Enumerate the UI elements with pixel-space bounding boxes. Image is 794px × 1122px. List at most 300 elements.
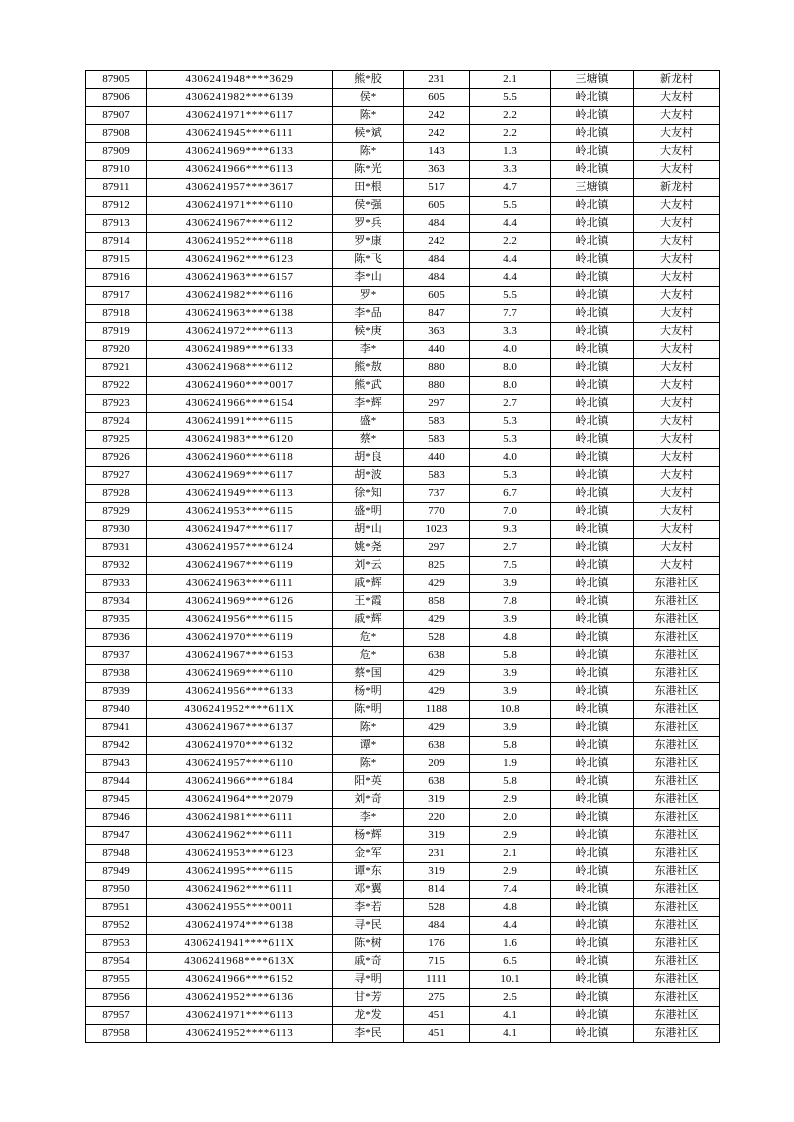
table-row	[86, 989, 720, 1007]
table-row	[86, 377, 720, 395]
cell-town: 岭北镇	[551, 791, 634, 809]
cell-rate: 2.1	[470, 845, 551, 863]
cell-amount: 638	[404, 737, 470, 755]
cell-rate: 4.4	[470, 269, 551, 287]
cell-amount: 242	[404, 107, 470, 125]
cell-village: 大友村	[634, 323, 720, 341]
cell-amount: 451	[404, 1007, 470, 1025]
cell-village: 大友村	[634, 89, 720, 107]
cell-seq: 87931	[86, 539, 147, 557]
cell-name: 候*斌	[333, 125, 404, 143]
cell-amount: 1188	[404, 701, 470, 719]
cell-seq: 87943	[86, 755, 147, 773]
table-row	[86, 287, 720, 305]
cell-name: 罗*康	[333, 233, 404, 251]
table-row	[86, 719, 720, 737]
cell-rate: 5.8	[470, 737, 551, 755]
table-row	[86, 809, 720, 827]
table-row	[86, 431, 720, 449]
cell-rate: 3.9	[470, 665, 551, 683]
cell-amount: 429	[404, 665, 470, 683]
cell-town: 岭北镇	[551, 143, 634, 161]
cell-amount: 484	[404, 215, 470, 233]
table-row	[86, 323, 720, 341]
cell-id: 4306241968****613X	[147, 953, 333, 971]
cell-village: 大友村	[634, 431, 720, 449]
cell-amount: 638	[404, 647, 470, 665]
cell-village: 大友村	[634, 485, 720, 503]
cell-rate: 8.0	[470, 377, 551, 395]
cell-amount: 638	[404, 773, 470, 791]
cell-id: 4306241962****6123	[147, 251, 333, 269]
cell-name: 寻*民	[333, 917, 404, 935]
cell-town: 岭北镇	[551, 881, 634, 899]
cell-amount: 517	[404, 179, 470, 197]
cell-id: 4306241963****6111	[147, 575, 333, 593]
cell-rate: 4.4	[470, 215, 551, 233]
cell-village: 大友村	[634, 341, 720, 359]
cell-seq: 87941	[86, 719, 147, 737]
cell-name: 罗*	[333, 287, 404, 305]
table-row	[86, 395, 720, 413]
cell-village: 大友村	[634, 143, 720, 161]
cell-amount: 880	[404, 359, 470, 377]
table-row	[86, 341, 720, 359]
cell-town: 岭北镇	[551, 845, 634, 863]
table-row	[86, 953, 720, 971]
cell-town: 岭北镇	[551, 809, 634, 827]
cell-town: 岭北镇	[551, 197, 634, 215]
cell-rate: 5.5	[470, 89, 551, 107]
cell-seq: 87934	[86, 593, 147, 611]
cell-id: 4306241969****6117	[147, 467, 333, 485]
table-row	[86, 611, 720, 629]
cell-seq: 87950	[86, 881, 147, 899]
cell-rate: 7.5	[470, 557, 551, 575]
cell-amount: 583	[404, 413, 470, 431]
cell-rate: 4.1	[470, 1025, 551, 1043]
cell-id: 4306241941****611X	[147, 935, 333, 953]
cell-id: 4306241960****0017	[147, 377, 333, 395]
cell-id: 4306241989****6133	[147, 341, 333, 359]
cell-seq: 87940	[86, 701, 147, 719]
cell-seq: 87944	[86, 773, 147, 791]
cell-amount: 429	[404, 575, 470, 593]
cell-town: 岭北镇	[551, 359, 634, 377]
cell-amount: 275	[404, 989, 470, 1007]
cell-rate: 5.3	[470, 413, 551, 431]
cell-id: 4306241983****6120	[147, 431, 333, 449]
cell-rate: 5.3	[470, 467, 551, 485]
cell-village: 大友村	[634, 251, 720, 269]
cell-seq: 87910	[86, 161, 147, 179]
cell-name: 李*	[333, 809, 404, 827]
cell-town: 岭北镇	[551, 107, 634, 125]
cell-name: 陈*明	[333, 701, 404, 719]
cell-amount: 143	[404, 143, 470, 161]
cell-id: 4306241964****2079	[147, 791, 333, 809]
cell-name: 陈*	[333, 719, 404, 737]
cell-rate: 4.8	[470, 629, 551, 647]
cell-seq: 87916	[86, 269, 147, 287]
cell-name: 罗*兵	[333, 215, 404, 233]
cell-amount: 605	[404, 89, 470, 107]
table-row	[86, 125, 720, 143]
table-row	[86, 161, 720, 179]
cell-seq: 87932	[86, 557, 147, 575]
cell-village: 新龙村	[634, 71, 720, 89]
cell-name: 李*品	[333, 305, 404, 323]
table-row	[86, 971, 720, 989]
cell-rate: 2.9	[470, 791, 551, 809]
cell-id: 4306241982****6116	[147, 287, 333, 305]
table-row	[86, 251, 720, 269]
cell-seq: 87926	[86, 449, 147, 467]
cell-town: 岭北镇	[551, 395, 634, 413]
cell-id: 4306241968****6112	[147, 359, 333, 377]
cell-name: 陈*树	[333, 935, 404, 953]
cell-rate: 2.2	[470, 125, 551, 143]
table-row	[86, 269, 720, 287]
cell-seq: 87954	[86, 953, 147, 971]
cell-amount: 484	[404, 251, 470, 269]
cell-town: 岭北镇	[551, 449, 634, 467]
table-row	[86, 575, 720, 593]
cell-name: 熊*胶	[333, 71, 404, 89]
cell-amount: 429	[404, 719, 470, 737]
cell-amount: 242	[404, 233, 470, 251]
cell-amount: 220	[404, 809, 470, 827]
cell-seq: 87919	[86, 323, 147, 341]
table-row	[86, 521, 720, 539]
cell-name: 蔡*国	[333, 665, 404, 683]
cell-rate: 4.1	[470, 1007, 551, 1025]
cell-rate: 5.3	[470, 431, 551, 449]
cell-seq: 87909	[86, 143, 147, 161]
cell-name: 危*	[333, 647, 404, 665]
cell-village: 大友村	[634, 539, 720, 557]
cell-id: 4306241995****6115	[147, 863, 333, 881]
cell-village: 大友村	[634, 557, 720, 575]
cell-village: 东港社区	[634, 665, 720, 683]
cell-town: 岭北镇	[551, 575, 634, 593]
cell-rate: 3.9	[470, 719, 551, 737]
cell-town: 岭北镇	[551, 125, 634, 143]
cell-seq: 87957	[86, 1007, 147, 1025]
cell-name: 刘*奇	[333, 791, 404, 809]
cell-seq: 87905	[86, 71, 147, 89]
cell-name: 胡*山	[333, 521, 404, 539]
cell-name: 金*军	[333, 845, 404, 863]
cell-village: 新龙村	[634, 179, 720, 197]
cell-id: 4306241945****6111	[147, 125, 333, 143]
cell-id: 4306241966****6113	[147, 161, 333, 179]
cell-name: 熊*敖	[333, 359, 404, 377]
table-row	[86, 737, 720, 755]
cell-town: 岭北镇	[551, 269, 634, 287]
cell-town: 岭北镇	[551, 521, 634, 539]
cell-village: 东港社区	[634, 971, 720, 989]
cell-seq: 87906	[86, 89, 147, 107]
cell-rate: 2.7	[470, 395, 551, 413]
cell-id: 4306241947****6117	[147, 521, 333, 539]
table-row	[86, 107, 720, 125]
cell-rate: 4.0	[470, 449, 551, 467]
table-row	[86, 143, 720, 161]
cell-name: 戚*辉	[333, 611, 404, 629]
cell-village: 大友村	[634, 413, 720, 431]
cell-village: 东港社区	[634, 809, 720, 827]
cell-rate: 2.9	[470, 863, 551, 881]
cell-id: 4306241953****6115	[147, 503, 333, 521]
cell-name: 盛*明	[333, 503, 404, 521]
table-row	[86, 413, 720, 431]
cell-seq: 87928	[86, 485, 147, 503]
cell-id: 4306241956****6133	[147, 683, 333, 701]
table-row	[86, 935, 720, 953]
cell-id: 4306241957****6110	[147, 755, 333, 773]
table-row	[86, 845, 720, 863]
cell-id: 4306241957****3617	[147, 179, 333, 197]
cell-seq: 87927	[86, 467, 147, 485]
cell-amount: 847	[404, 305, 470, 323]
cell-seq: 87908	[86, 125, 147, 143]
cell-id: 4306241952****6118	[147, 233, 333, 251]
cell-name: 姚*尧	[333, 539, 404, 557]
cell-name: 王*霞	[333, 593, 404, 611]
cell-amount: 363	[404, 323, 470, 341]
cell-town: 岭北镇	[551, 431, 634, 449]
cell-town: 岭北镇	[551, 953, 634, 971]
cell-amount: 319	[404, 827, 470, 845]
cell-seq: 87917	[86, 287, 147, 305]
cell-amount: 814	[404, 881, 470, 899]
cell-id: 4306241966****6154	[147, 395, 333, 413]
cell-seq: 87945	[86, 791, 147, 809]
cell-village: 东港社区	[634, 611, 720, 629]
cell-name: 李*民	[333, 1025, 404, 1043]
cell-name: 胡*良	[333, 449, 404, 467]
table-row	[86, 755, 720, 773]
cell-rate: 8.0	[470, 359, 551, 377]
cell-village: 东港社区	[634, 989, 720, 1007]
cell-village: 东港社区	[634, 593, 720, 611]
cell-rate: 2.0	[470, 809, 551, 827]
cell-rate: 3.9	[470, 611, 551, 629]
cell-id: 4306241966****6184	[147, 773, 333, 791]
table-row	[86, 179, 720, 197]
cell-village: 东港社区	[634, 1025, 720, 1043]
cell-name: 侯*	[333, 89, 404, 107]
cell-rate: 4.7	[470, 179, 551, 197]
cell-seq: 87942	[86, 737, 147, 755]
cell-town: 岭北镇	[551, 899, 634, 917]
cell-id: 4306241967****6119	[147, 557, 333, 575]
cell-town: 岭北镇	[551, 89, 634, 107]
cell-village: 大友村	[634, 125, 720, 143]
cell-id: 4306241970****6119	[147, 629, 333, 647]
cell-seq: 87913	[86, 215, 147, 233]
table-row	[86, 665, 720, 683]
cell-rate: 5.8	[470, 773, 551, 791]
cell-rate: 2.7	[470, 539, 551, 557]
cell-amount: 319	[404, 863, 470, 881]
cell-town: 岭北镇	[551, 719, 634, 737]
table-row	[86, 539, 720, 557]
cell-rate: 9.3	[470, 521, 551, 539]
table-row	[86, 1007, 720, 1025]
table-row	[86, 449, 720, 467]
cell-town: 岭北镇	[551, 917, 634, 935]
cell-seq: 87956	[86, 989, 147, 1007]
cell-name: 谭*东	[333, 863, 404, 881]
table-row	[86, 899, 720, 917]
cell-town: 岭北镇	[551, 557, 634, 575]
cell-name: 李*	[333, 341, 404, 359]
cell-seq: 87920	[86, 341, 147, 359]
cell-village: 大友村	[634, 377, 720, 395]
records-table	[85, 70, 720, 1043]
cell-rate: 6.7	[470, 485, 551, 503]
cell-rate: 7.7	[470, 305, 551, 323]
cell-rate: 2.2	[470, 233, 551, 251]
cell-amount: 231	[404, 845, 470, 863]
cell-amount: 319	[404, 791, 470, 809]
cell-name: 李*辉	[333, 395, 404, 413]
cell-village: 大友村	[634, 305, 720, 323]
cell-amount: 583	[404, 467, 470, 485]
cell-village: 大友村	[634, 233, 720, 251]
cell-id: 4306241955****0011	[147, 899, 333, 917]
cell-village: 大友村	[634, 287, 720, 305]
cell-name: 寻*明	[333, 971, 404, 989]
cell-town: 岭北镇	[551, 215, 634, 233]
cell-seq: 87915	[86, 251, 147, 269]
cell-village: 东港社区	[634, 683, 720, 701]
cell-name: 陈*	[333, 755, 404, 773]
cell-village: 东港社区	[634, 719, 720, 737]
cell-town: 岭北镇	[551, 413, 634, 431]
cell-village: 东港社区	[634, 827, 720, 845]
table-row	[86, 593, 720, 611]
cell-amount: 528	[404, 899, 470, 917]
cell-seq: 87948	[86, 845, 147, 863]
cell-town: 岭北镇	[551, 863, 634, 881]
cell-rate: 7.8	[470, 593, 551, 611]
cell-amount: 1023	[404, 521, 470, 539]
cell-id: 4306241971****6110	[147, 197, 333, 215]
table-row	[86, 881, 720, 899]
cell-village: 东港社区	[634, 1007, 720, 1025]
cell-seq: 87918	[86, 305, 147, 323]
table-row	[86, 701, 720, 719]
cell-amount: 297	[404, 395, 470, 413]
cell-name: 刘*云	[333, 557, 404, 575]
table-row	[86, 233, 720, 251]
cell-town: 岭北镇	[551, 827, 634, 845]
cell-village: 东港社区	[634, 701, 720, 719]
cell-village: 大友村	[634, 161, 720, 179]
cell-rate: 1.3	[470, 143, 551, 161]
cell-seq: 87933	[86, 575, 147, 593]
cell-name: 甘*芳	[333, 989, 404, 1007]
cell-amount: 605	[404, 197, 470, 215]
cell-id: 4306241969****6110	[147, 665, 333, 683]
cell-id: 4306241969****6133	[147, 143, 333, 161]
cell-amount: 429	[404, 611, 470, 629]
table-row	[86, 485, 720, 503]
cell-village: 大友村	[634, 395, 720, 413]
cell-town: 岭北镇	[551, 935, 634, 953]
cell-id: 4306241960****6118	[147, 449, 333, 467]
cell-seq: 87955	[86, 971, 147, 989]
cell-seq: 87912	[86, 197, 147, 215]
table-row	[86, 305, 720, 323]
cell-id: 4306241971****6117	[147, 107, 333, 125]
cell-town: 三塘镇	[551, 71, 634, 89]
cell-id: 4306241972****6113	[147, 323, 333, 341]
cell-amount: 440	[404, 449, 470, 467]
cell-town: 岭北镇	[551, 323, 634, 341]
cell-town: 岭北镇	[551, 503, 634, 521]
table-row	[86, 629, 720, 647]
cell-town: 岭北镇	[551, 377, 634, 395]
cell-amount: 451	[404, 1025, 470, 1043]
cell-amount: 176	[404, 935, 470, 953]
cell-rate: 6.5	[470, 953, 551, 971]
cell-seq: 87925	[86, 431, 147, 449]
cell-town: 岭北镇	[551, 683, 634, 701]
cell-town: 岭北镇	[551, 1025, 634, 1043]
cell-town: 岭北镇	[551, 665, 634, 683]
cell-village: 东港社区	[634, 737, 720, 755]
cell-name: 田*根	[333, 179, 404, 197]
cell-rate: 7.4	[470, 881, 551, 899]
cell-town: 岭北镇	[551, 737, 634, 755]
cell-id: 4306241963****6157	[147, 269, 333, 287]
cell-rate: 2.9	[470, 827, 551, 845]
cell-town: 岭北镇	[551, 755, 634, 773]
cell-town: 岭北镇	[551, 773, 634, 791]
cell-rate: 7.0	[470, 503, 551, 521]
cell-town: 岭北镇	[551, 233, 634, 251]
cell-rate: 5.8	[470, 647, 551, 665]
cell-village: 东港社区	[634, 845, 720, 863]
cell-rate: 5.5	[470, 287, 551, 305]
cell-town: 岭北镇	[551, 467, 634, 485]
cell-town: 岭北镇	[551, 305, 634, 323]
cell-town: 三塘镇	[551, 179, 634, 197]
cell-seq: 87946	[86, 809, 147, 827]
cell-name: 邓*翼	[333, 881, 404, 899]
cell-name: 熊*武	[333, 377, 404, 395]
cell-id: 4306241981****6111	[147, 809, 333, 827]
cell-amount: 1111	[404, 971, 470, 989]
cell-amount: 858	[404, 593, 470, 611]
cell-village: 东港社区	[634, 755, 720, 773]
cell-seq: 87911	[86, 179, 147, 197]
cell-name: 盛*	[333, 413, 404, 431]
cell-id: 4306241970****6132	[147, 737, 333, 755]
cell-name: 戚*辉	[333, 575, 404, 593]
cell-amount: 825	[404, 557, 470, 575]
cell-name: 蔡*	[333, 431, 404, 449]
cell-village: 东港社区	[634, 647, 720, 665]
cell-id: 4306241967****6153	[147, 647, 333, 665]
cell-rate: 10.8	[470, 701, 551, 719]
cell-amount: 440	[404, 341, 470, 359]
cell-id: 4306241952****6113	[147, 1025, 333, 1043]
